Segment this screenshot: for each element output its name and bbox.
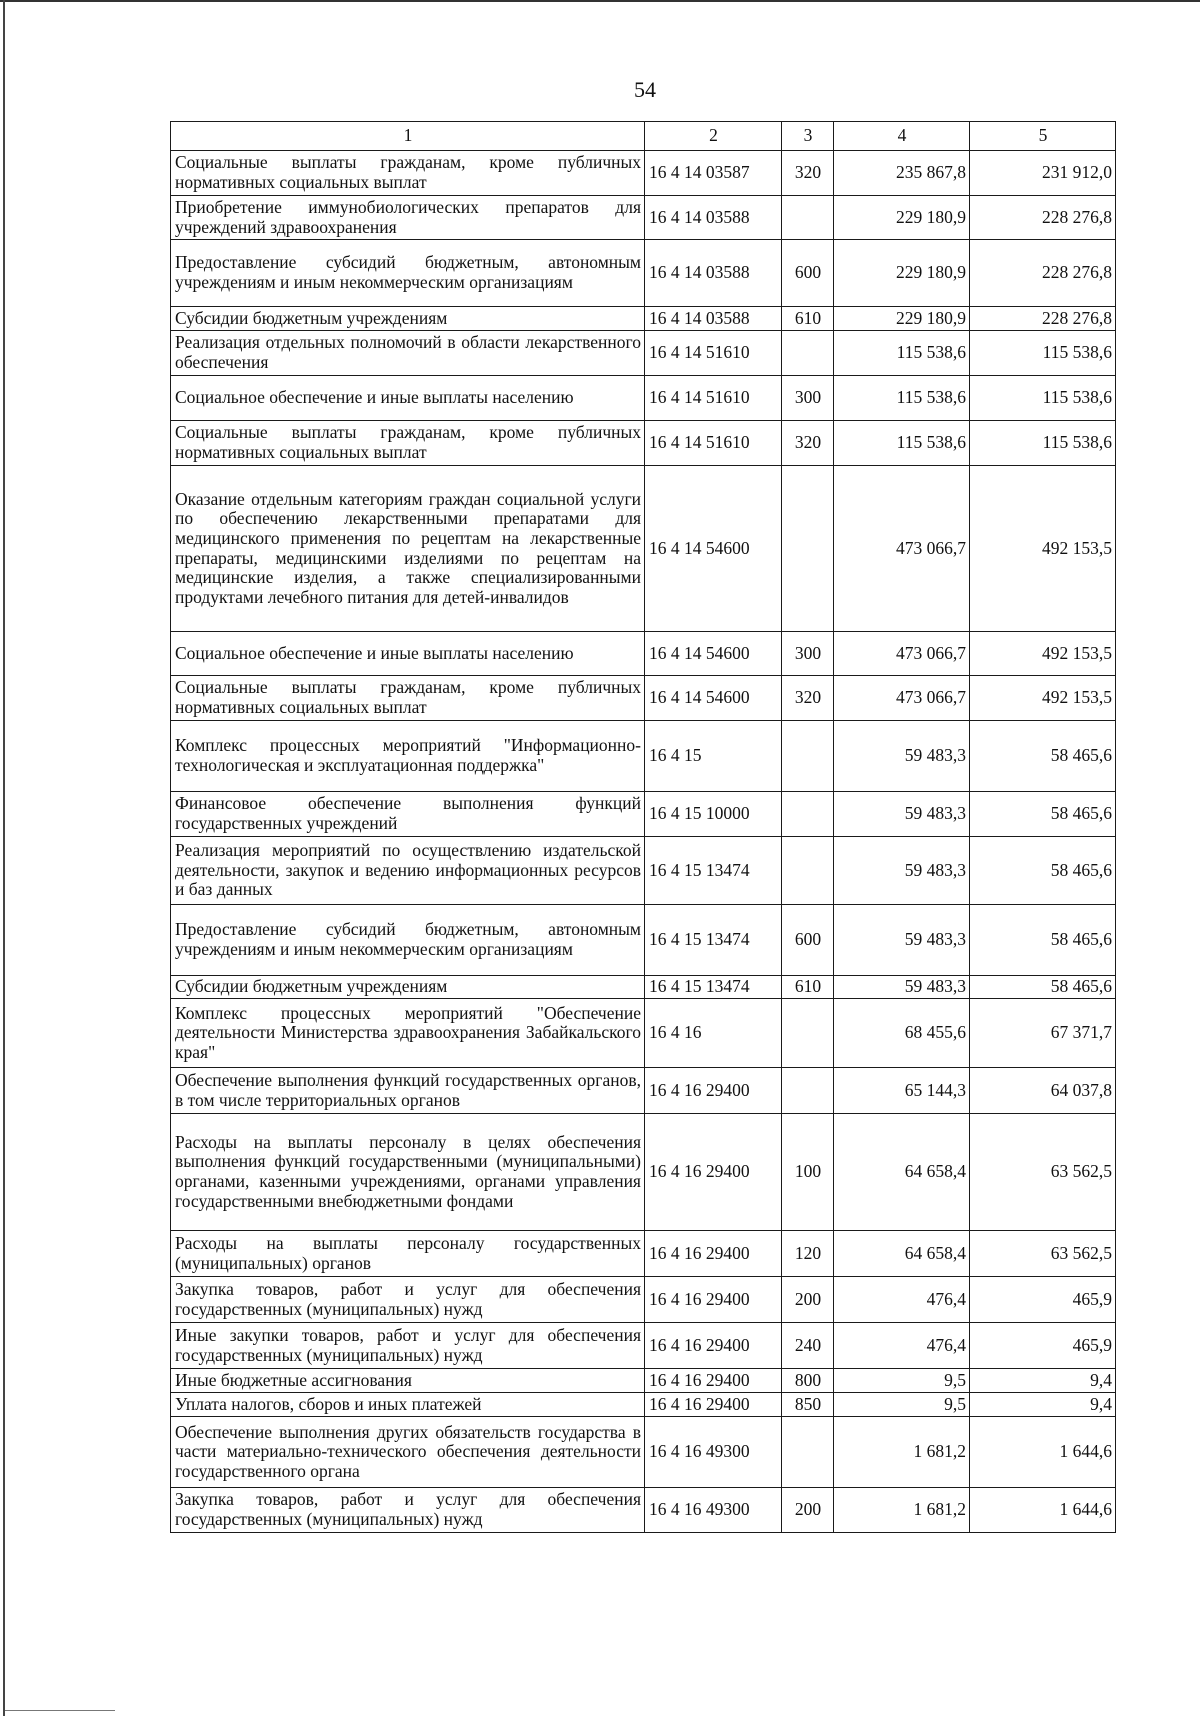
row-name-cell: Расходы на выплаты персоналу в целях обеспечения выполнения функций государственными (муниципальными) органами, казенными учреждениями, органами управления государственными внебюджетными фондами <box>171 1114 645 1231</box>
row-name-cell: Иные бюджетные ассигнования <box>171 1369 645 1393</box>
row-value-col4: 473 066,7 <box>834 676 970 721</box>
row-code-cell: 16 4 16 <box>645 999 782 1068</box>
table-row <box>171 1114 1116 1231</box>
row-type-cell: 610 <box>782 976 834 999</box>
scan-edge-left <box>3 0 5 1716</box>
row-type-cell: 240 <box>782 1323 834 1369</box>
row-name-cell: Иные закупки товаров, работ и услуг для обеспечения государственных (муниципальных) нужд <box>171 1323 645 1369</box>
table-row <box>171 240 1116 307</box>
row-code-cell: 16 4 14 54600 <box>645 466 782 632</box>
row-value-col4: 59 483,3 <box>834 905 970 976</box>
row-value-col5: 58 465,6 <box>970 792 1116 837</box>
row-value-col4: 115 538,6 <box>834 376 970 421</box>
table-row <box>171 1323 1116 1369</box>
row-value-col5: 64 037,8 <box>970 1068 1116 1114</box>
row-code-cell: 16 4 16 29400 <box>645 1114 782 1231</box>
table-row <box>171 151 1116 196</box>
table-row <box>171 1068 1116 1114</box>
row-name-cell: Предоставление субсидий бюджетным, автономным учреждениям и иным некоммерческим организациям <box>171 905 645 976</box>
row-value-col4: 473 066,7 <box>834 466 970 632</box>
row-name-cell: Комплекс процессных мероприятий "Обеспечение деятельности Министерства здравоохранения Забайкальского края" <box>171 999 645 1068</box>
row-value-col5: 231 912,0 <box>970 151 1116 196</box>
row-code-cell: 16 4 14 51610 <box>645 331 782 376</box>
row-name-cell: Социальное обеспечение и иные выплаты населению <box>171 632 645 676</box>
row-value-col4: 59 483,3 <box>834 837 970 905</box>
row-type-cell <box>782 1417 834 1488</box>
row-value-col4: 473 066,7 <box>834 632 970 676</box>
row-name-cell: Финансовое обеспечение выполнения функций государственных учреждений <box>171 792 645 837</box>
row-type-cell: 200 <box>782 1277 834 1323</box>
row-value-col4: 1 681,2 <box>834 1417 970 1488</box>
row-value-col5: 58 465,6 <box>970 905 1116 976</box>
row-code-cell: 16 4 15 10000 <box>645 792 782 837</box>
row-value-col5: 465,9 <box>970 1323 1116 1369</box>
row-type-cell: 320 <box>782 421 834 466</box>
row-code-cell: 16 4 14 51610 <box>645 376 782 421</box>
row-value-col5: 228 276,8 <box>970 240 1116 307</box>
row-name-cell: Закупка товаров, работ и услуг для обеспечения государственных (муниципальных) нужд <box>171 1277 645 1323</box>
row-type-cell: 300 <box>782 632 834 676</box>
column-header-2: 2 <box>645 122 782 151</box>
row-code-cell: 16 4 15 13474 <box>645 976 782 999</box>
row-value-col4: 68 455,6 <box>834 999 970 1068</box>
row-value-col4: 9,5 <box>834 1369 970 1393</box>
row-value-col4: 235 867,8 <box>834 151 970 196</box>
table-row <box>171 307 1116 331</box>
row-value-col4: 65 144,3 <box>834 1068 970 1114</box>
scan-edge-top <box>0 0 1200 2</box>
row-code-cell: 16 4 16 29400 <box>645 1068 782 1114</box>
budget-table <box>170 121 1116 1533</box>
row-type-cell: 610 <box>782 307 834 331</box>
row-value-col5: 115 538,6 <box>970 376 1116 421</box>
row-value-col5: 58 465,6 <box>970 721 1116 792</box>
row-name-cell: Социальные выплаты гражданам, кроме публичных нормативных социальных выплат <box>171 676 645 721</box>
column-header-4: 4 <box>834 122 970 151</box>
table-row <box>171 331 1116 376</box>
row-value-col4: 1 681,2 <box>834 1488 970 1533</box>
column-header-5: 5 <box>970 122 1116 151</box>
row-value-col5: 9,4 <box>970 1369 1116 1393</box>
table-row <box>171 1277 1116 1323</box>
row-type-cell: 100 <box>782 1114 834 1231</box>
column-header-3: 3 <box>782 122 834 151</box>
row-value-col4: 115 538,6 <box>834 421 970 466</box>
row-value-col5: 492 153,5 <box>970 632 1116 676</box>
row-value-col5: 115 538,6 <box>970 331 1116 376</box>
row-code-cell: 16 4 14 54600 <box>645 676 782 721</box>
row-value-col5: 63 562,5 <box>970 1231 1116 1277</box>
row-name-cell: Обеспечение выполнения функций государственных органов, в том числе территориальных органов <box>171 1068 645 1114</box>
row-value-col5: 465,9 <box>970 1277 1116 1323</box>
table-row <box>171 999 1116 1068</box>
row-name-cell: Социальные выплаты гражданам, кроме публичных нормативных социальных выплат <box>171 151 645 196</box>
row-value-col5: 228 276,8 <box>970 196 1116 240</box>
table-row <box>171 721 1116 792</box>
row-value-col5: 58 465,6 <box>970 976 1116 999</box>
row-type-cell: 200 <box>782 1488 834 1533</box>
row-value-col5: 58 465,6 <box>970 837 1116 905</box>
row-type-cell: 600 <box>782 240 834 307</box>
row-type-cell <box>782 837 834 905</box>
row-type-cell: 120 <box>782 1231 834 1277</box>
row-type-cell <box>782 1068 834 1114</box>
row-value-col4: 59 483,3 <box>834 976 970 999</box>
row-value-col4: 229 180,9 <box>834 240 970 307</box>
row-name-cell: Комплекс процессных мероприятий "Информационно-технологическая и эксплуатационная поддержка" <box>171 721 645 792</box>
table-row <box>171 376 1116 421</box>
row-type-cell <box>782 792 834 837</box>
row-code-cell: 16 4 15 13474 <box>645 905 782 976</box>
row-code-cell: 16 4 16 29400 <box>645 1323 782 1369</box>
row-code-cell: 16 4 14 03587 <box>645 151 782 196</box>
row-type-cell: 800 <box>782 1369 834 1393</box>
row-value-col4: 59 483,3 <box>834 792 970 837</box>
row-type-cell <box>782 331 834 376</box>
table-row <box>171 1231 1116 1277</box>
row-name-cell: Субсидии бюджетным учреждениям <box>171 307 645 331</box>
row-type-cell: 320 <box>782 676 834 721</box>
row-value-col4: 115 538,6 <box>834 331 970 376</box>
row-code-cell: 16 4 16 29400 <box>645 1277 782 1323</box>
table-row <box>171 905 1116 976</box>
row-code-cell: 16 4 14 54600 <box>645 632 782 676</box>
table-row <box>171 837 1116 905</box>
row-value-col4: 64 658,4 <box>834 1114 970 1231</box>
column-header-1: 1 <box>171 122 645 151</box>
row-name-cell: Социальное обеспечение и иные выплаты населению <box>171 376 645 421</box>
row-value-col5: 228 276,8 <box>970 307 1116 331</box>
row-value-col4: 9,5 <box>834 1393 970 1417</box>
row-code-cell: 16 4 14 03588 <box>645 307 782 331</box>
table-row <box>171 466 1116 632</box>
row-code-cell: 16 4 16 49300 <box>645 1417 782 1488</box>
table-row <box>171 421 1116 466</box>
row-code-cell: 16 4 14 03588 <box>645 240 782 307</box>
row-code-cell: 16 4 16 49300 <box>645 1488 782 1533</box>
row-code-cell: 16 4 14 51610 <box>645 421 782 466</box>
page-number: 54 <box>634 77 656 102</box>
row-code-cell: 16 4 16 29400 <box>645 1369 782 1393</box>
row-name-cell: Субсидии бюджетным учреждениям <box>171 976 645 999</box>
row-name-cell: Обеспечение выполнения других обязательств государства в части материально-технического обеспечения деятельности государственного органа <box>171 1417 645 1488</box>
row-value-col5: 492 153,5 <box>970 676 1116 721</box>
row-code-cell: 16 4 16 29400 <box>645 1393 782 1417</box>
row-name-cell: Реализация отдельных полномочий в области лекарственного обеспечения <box>171 331 645 376</box>
row-code-cell: 16 4 14 03588 <box>645 196 782 240</box>
row-name-cell: Закупка товаров, работ и услуг для обеспечения государственных (муниципальных) нужд <box>171 1488 645 1533</box>
row-value-col4: 476,4 <box>834 1323 970 1369</box>
table-row <box>171 1369 1116 1393</box>
row-code-cell: 16 4 15 <box>645 721 782 792</box>
row-name-cell: Уплата налогов, сборов и иных платежей <box>171 1393 645 1417</box>
row-type-cell <box>782 466 834 632</box>
table-row <box>171 632 1116 676</box>
row-value-col5: 1 644,6 <box>970 1417 1116 1488</box>
table-row <box>171 976 1116 999</box>
row-value-col4: 229 180,9 <box>834 196 970 240</box>
row-type-cell <box>782 999 834 1068</box>
table-row <box>171 1417 1116 1488</box>
table-row <box>171 1488 1116 1533</box>
table-row <box>171 676 1116 721</box>
row-value-col5: 115 538,6 <box>970 421 1116 466</box>
row-type-cell <box>782 721 834 792</box>
row-name-cell: Социальные выплаты гражданам, кроме публичных нормативных социальных выплат <box>171 421 645 466</box>
table-row <box>171 196 1116 240</box>
scan-edge-bottom <box>5 1710 115 1711</box>
row-type-cell <box>782 196 834 240</box>
table-row <box>171 792 1116 837</box>
row-name-cell: Реализация мероприятий по осуществлению издательской деятельности, закупок и ведению информационных ресурсов и баз данных <box>171 837 645 905</box>
column-number-row <box>171 122 1116 151</box>
row-value-col5: 63 562,5 <box>970 1114 1116 1231</box>
row-type-cell: 320 <box>782 151 834 196</box>
row-type-cell: 850 <box>782 1393 834 1417</box>
row-name-cell: Расходы на выплаты персоналу государственных (муниципальных) органов <box>171 1231 645 1277</box>
row-type-cell: 300 <box>782 376 834 421</box>
row-value-col5: 1 644,6 <box>970 1488 1116 1533</box>
row-value-col4: 64 658,4 <box>834 1231 970 1277</box>
row-name-cell: Предоставление субсидий бюджетным, автономным учреждениям и иным некоммерческим организациям <box>171 240 645 307</box>
table-row <box>171 1393 1116 1417</box>
row-value-col5: 9,4 <box>970 1393 1116 1417</box>
row-name-cell: Оказание отдельным категориям граждан социальной услуги по обеспечению лекарственными препаратами для медицинского применения по рецептам на лекарственные препараты, медицинскими изделиями по рецептам на медицинские изделия, а также специализированными продуктами лечебного питания для детей-инвалидов <box>171 466 645 632</box>
row-value-col4: 59 483,3 <box>834 721 970 792</box>
row-value-col4: 229 180,9 <box>834 307 970 331</box>
row-value-col4: 476,4 <box>834 1277 970 1323</box>
row-value-col5: 492 153,5 <box>970 466 1116 632</box>
row-code-cell: 16 4 16 29400 <box>645 1231 782 1277</box>
row-type-cell: 600 <box>782 905 834 976</box>
row-value-col5: 67 371,7 <box>970 999 1116 1068</box>
row-code-cell: 16 4 15 13474 <box>645 837 782 905</box>
row-name-cell: Приобретение иммунобиологических препаратов для учреждений здравоохранения <box>171 196 645 240</box>
